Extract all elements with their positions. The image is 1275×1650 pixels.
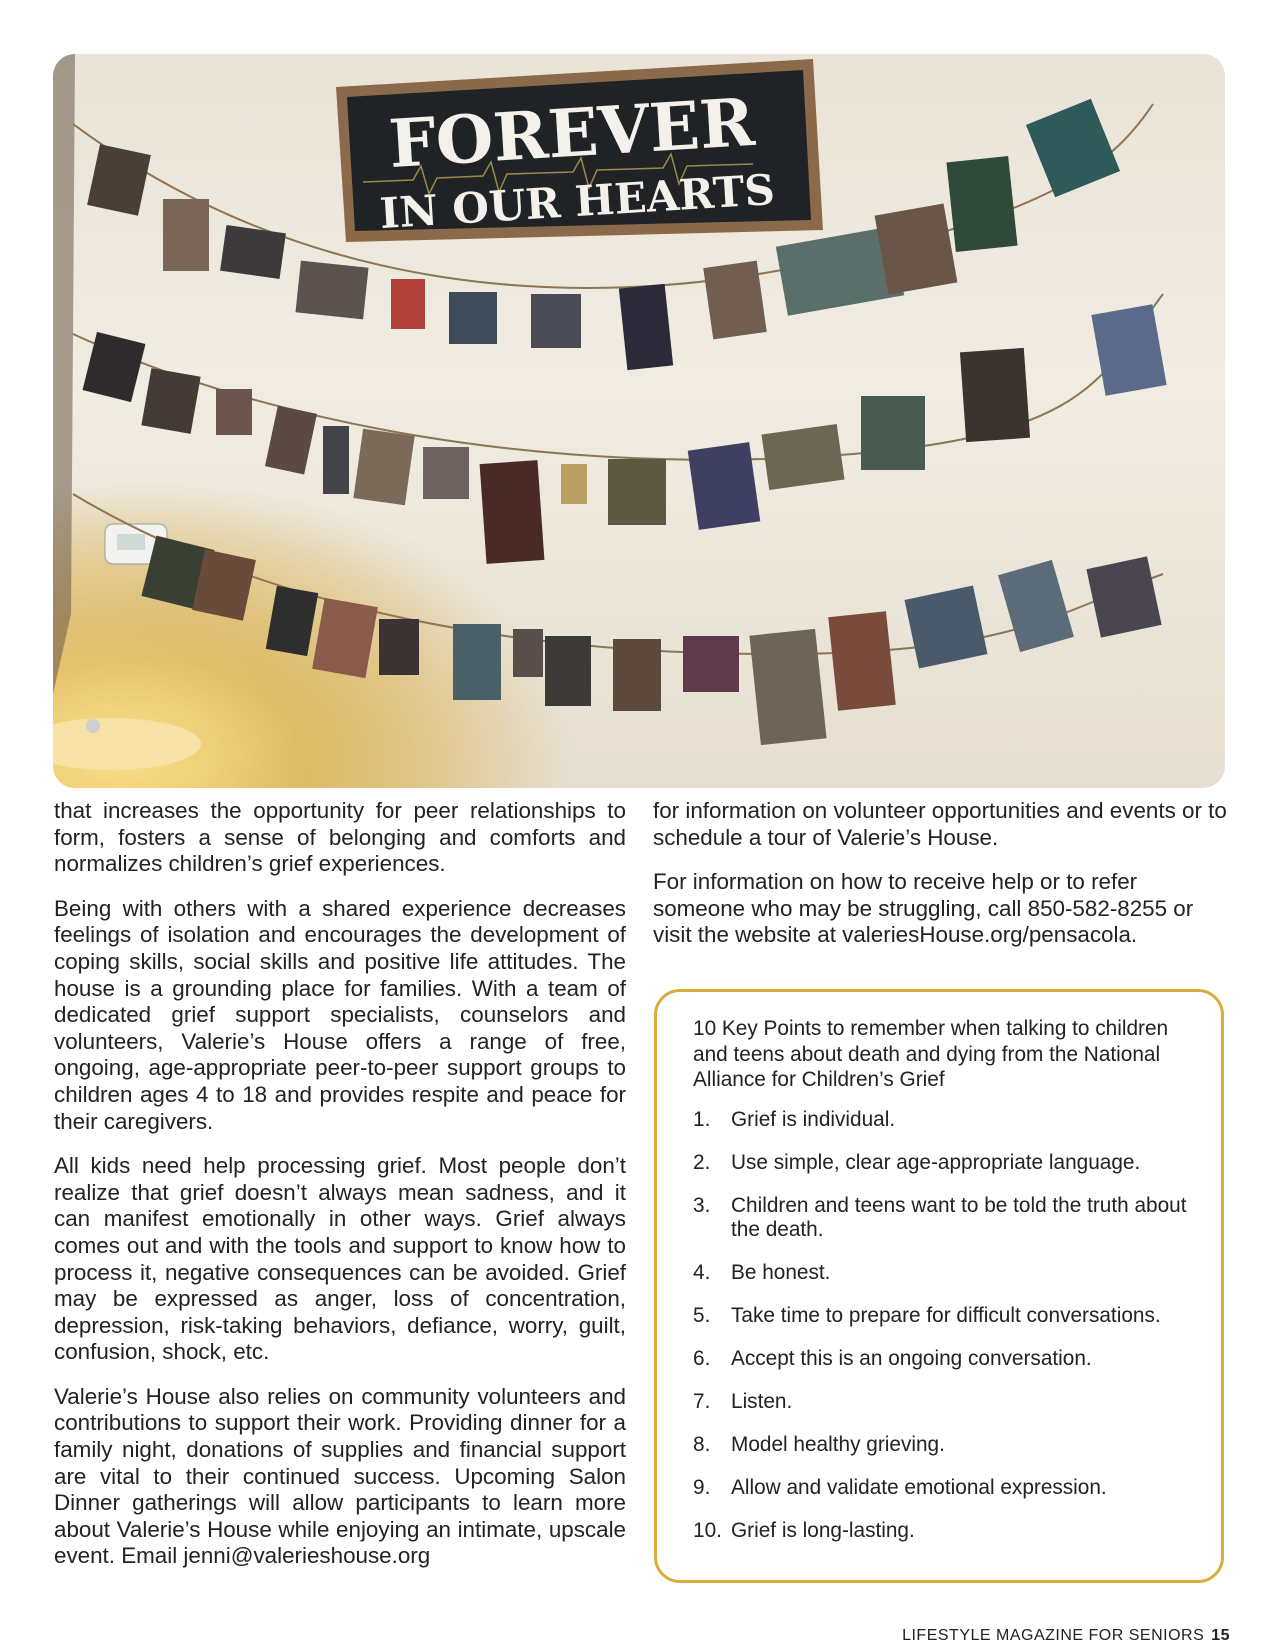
left-text-column — [54, 798, 626, 1588]
page-footer — [902, 1627, 1230, 1645]
key-point-item — [693, 1476, 1213, 1500]
key-point-number: 1. — [693, 1108, 711, 1131]
key-point-number: 6. — [693, 1347, 711, 1370]
magazine-name: LIFESTYLE MAGAZINE FOR SENIORS — [902, 1627, 1205, 1644]
key-point-item — [693, 1194, 1213, 1242]
key-point-text: Be honest. — [731, 1261, 831, 1284]
key-point-text: Take time to prepare for difficult conversations. — [731, 1304, 1161, 1327]
key-point-item — [693, 1519, 1213, 1543]
key-point-item — [693, 1347, 1213, 1371]
key-point-item — [693, 1151, 1213, 1175]
key-point-number: 5. — [693, 1304, 711, 1327]
page-number: 15 — [1211, 1627, 1230, 1644]
key-points-title: 10 Key Points to remember when talking to children and teens about death and dying from the National Alliance for Children’s Grief — [693, 1017, 1169, 1091]
key-point-number: 4. — [693, 1261, 711, 1284]
key-point-number: 8. — [693, 1433, 711, 1456]
key-point-item — [693, 1261, 1213, 1285]
key-point-text: Allow and validate emotional expression. — [731, 1476, 1107, 1499]
key-point-number: 3. — [693, 1194, 711, 1217]
key-point-text: Grief is individual. — [731, 1108, 896, 1131]
key-point-text: Listen. — [731, 1390, 793, 1413]
right-paragraph-2: For information on how to receive help or to refer someone who may be struggling, call 850-582-8255 or visit the website at valeriesHouse.org/pensacola. — [653, 869, 1194, 948]
left-paragraph-2: Being with others with a shared experience decreases feelings of isolation and encourages the development of coping skills, social skills and positive life attitudes. The house is a grounding place for families. With a team of dedicated grief support specialists, counselors and volunteers, Valerie’s House offers a range of free, ongoing, age-appropriate peer-to-peer support groups to children ages 4 to 18 and provides respite and peace for their caregivers. — [54, 895, 626, 1134]
key-point-number: 10. — [693, 1519, 722, 1542]
key-point-text: Model healthy grieving. — [731, 1433, 945, 1456]
key-point-text: Children and teens want to be told the truth about the death. — [731, 1194, 1187, 1241]
memorial-photo-wall-image — [53, 54, 1225, 788]
key-point-number: 9. — [693, 1476, 711, 1499]
key-point-item — [693, 1433, 1213, 1457]
key-point-text: Accept this is an ongoing conversation. — [731, 1347, 1092, 1370]
left-paragraph-3: All kids need help processing grief. Most people don’t realize that grief doesn’t always mean sadness, and it can manifest emotionally in other ways. Grief always comes out and with the tools and support to know how to process it, negative consequences can be avoided. Grief may be expressed as anger, loss of concentration, depression, risk-taking behaviors, defiance, worry, guilt, confusion, shock, etc. — [54, 1153, 626, 1365]
key-point-item — [693, 1108, 1213, 1132]
right-text-column — [653, 798, 1227, 967]
key-point-item — [693, 1390, 1213, 1414]
key-point-item — [693, 1304, 1213, 1328]
sign-line-1: FOREVER — [386, 82, 757, 184]
key-point-text: Use simple, clear age-appropriate language. — [731, 1151, 1141, 1174]
key-points-box — [654, 989, 1224, 1583]
left-paragraph-1: that increases the opportunity for peer relationships to form, fosters a sense of belonging and comforts and normalizes children’s grief experiences. — [54, 798, 626, 877]
photo-illustration — [53, 54, 1225, 788]
right-paragraph-1: for information on volunteer opportunities and events or to schedule a tour of Valerie’s House. — [653, 798, 1227, 850]
sign-line-2: IN OUR HEARTS — [378, 164, 777, 239]
left-paragraph-4: Valerie’s House also relies on community volunteers and contributions to support their work. Providing dinner for a family night, donations of supplies and financial support are vital to their continued success. Upcoming Salon Dinner gatherings will allow participants to learn more about Valerie’s House while enjoying an intimate, upscale event. Email jenni@valerieshouse.org — [54, 1383, 626, 1569]
key-point-number: 7. — [693, 1390, 711, 1413]
key-point-text: Grief is long-lasting. — [731, 1519, 915, 1542]
forever-in-our-hearts-sign — [336, 59, 823, 242]
key-points-list — [693, 1108, 1213, 1562]
key-point-number: 2. — [693, 1151, 711, 1174]
